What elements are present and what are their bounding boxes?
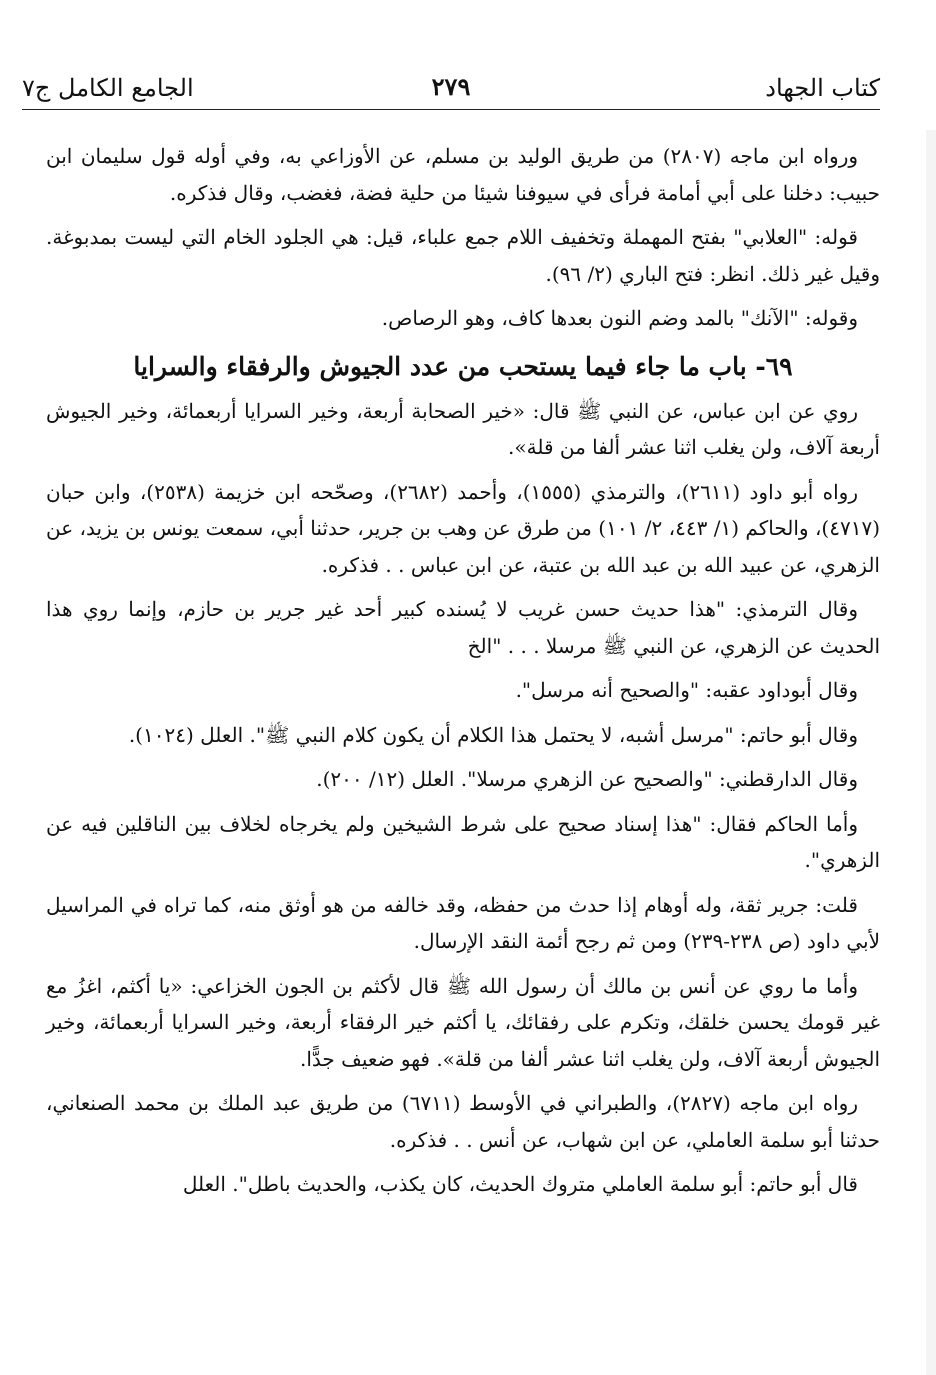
paragraph: وقال أبوداود عقبه: "والصحيح أنه مرسل".: [515, 678, 858, 702]
paragraph: روي عن ابن عباس، عن النبي ﷺ قال: «خير الصحابة أربعة، وخير السرايا أربعمائة، وخير الجيوش أربعة آلاف، ولن يغلب اثنا عشر ألفا من قلة».: [46, 398, 880, 459]
paragraph: وقال أبو حاتم: "مرسل أشبه، لا يحتمل هذا الكلام أن يكون كلام النبي ﷺ". العلل (١٠٢٤).: [128, 722, 858, 747]
page-number: ٢٧٩: [431, 72, 471, 101]
chapter-title: ٦٩- باب ما جاء فيما يستحب من عدد الجيوش والرفقاء والسرايا: [133, 351, 793, 381]
paragraph: رواه ابن ماجه (٢٨٢٧)، والطبراني في الأوسط (٦٧١١) من طريق عبد الملك بن محمد الصنعاني، حدثنا أبو سلمة العاملي، عن ابن شهاب، عن أنس . . فذكره.: [46, 1091, 880, 1152]
paragraph: قوله: "العلابي" بفتح المهملة وتخفيف اللام جمع علباء، قيل: هي الجلود الخام التي ليست بمدبوغة. وقيل غير ذلك. انظر: فتح الباري (٢/ ٩٦).: [46, 225, 880, 286]
paragraph: ورواه ابن ماجه (٢٨٠٧) من طريق الوليد بن مسلم، عن الأوزاعي به، وفي أوله قول سليمان ابن حبيب: دخلنا على أبي أمامة فرأى في سيوفنا شيئا من حلية فضة، فغضب، وقال فذكره.: [46, 144, 880, 205]
paragraph: وقال الترمذي: "هذا حديث حسن غريب لا يُسنده كبير أحد غير جرير بن حازم، وإنما روي هذا الحديث عن الزهري، عن النبي ﷺ مرسلا . . . "الخ: [46, 597, 880, 658]
running-header: [22, 66, 880, 106]
paragraph: رواه أبو داود (٢٦١١)، والترمذي (١٥٥٥)، وأحمد (٢٦٨٢)، وصحّحه ابن خزيمة (٢٥٣٨)، وابن حبان (٤٧١٧)، والحاكم (١/ ٤٤٣، ٢/ ١٠١) من طرق عن وهب بن جرير، حدثنا أبي، سمعت يونس بن يزيد، عن الزهري، عن عبيد الله بن عبد الله بن عتبة، عن ابن عباس . . فذكره.: [46, 479, 880, 577]
page-body: [46, 138, 880, 1211]
paragraph: قلت: جرير ثقة، وله أوهام إذا حدث من حفظه، وقد خالفه من هو أوثق منه، كما تراه في المراسيل لأبي داود (ص ٢٣٨-٢٣٩) ومن ثم رجح أئمة النقد الإرسال.: [46, 892, 880, 953]
paragraph: وأما الحاكم فقال: "هذا إسناد صحيح على شرط الشيخين ولم يخرجاه لخلاف بين الناقلين فيه عن الزهري".: [46, 811, 880, 872]
series-title: الجامع الكامل ج٧: [22, 74, 194, 102]
page-edge-shadow: [926, 130, 936, 1375]
paragraph: وأما ما روي عن أنس بن مالك أن رسول الله ﷺ قال لأكثم بن الجون الخزاعي: «يا أكثم، اغزُ مع غير قومك يحسن خلقك، وتكرم على رفقائك، يا أكثم خير الرفقاء أربعة، وخير السرايا أربعمائة، وخير الجيوش أربعة آلاف، ولن يغلب اثنا عشر ألفا من قلة». فهو ضعيف جدًّا.: [46, 973, 880, 1071]
header-rule: [22, 109, 880, 110]
paragraph: وقال الدارقطني: "والصحيح عن الزهري مرسلا". العلل (١٢/ ٢٠٠).: [316, 767, 858, 791]
paragraph: قال أبو حاتم: أبو سلمة العاملي متروك الحديث، كان يكذب، والحديث باطل". العلل: [182, 1172, 858, 1196]
book-title: كتاب الجهاد: [765, 74, 880, 102]
paragraph: وقوله: "الآنك" بالمد وضم النون بعدها كاف، وهو الرصاص.: [381, 306, 858, 330]
